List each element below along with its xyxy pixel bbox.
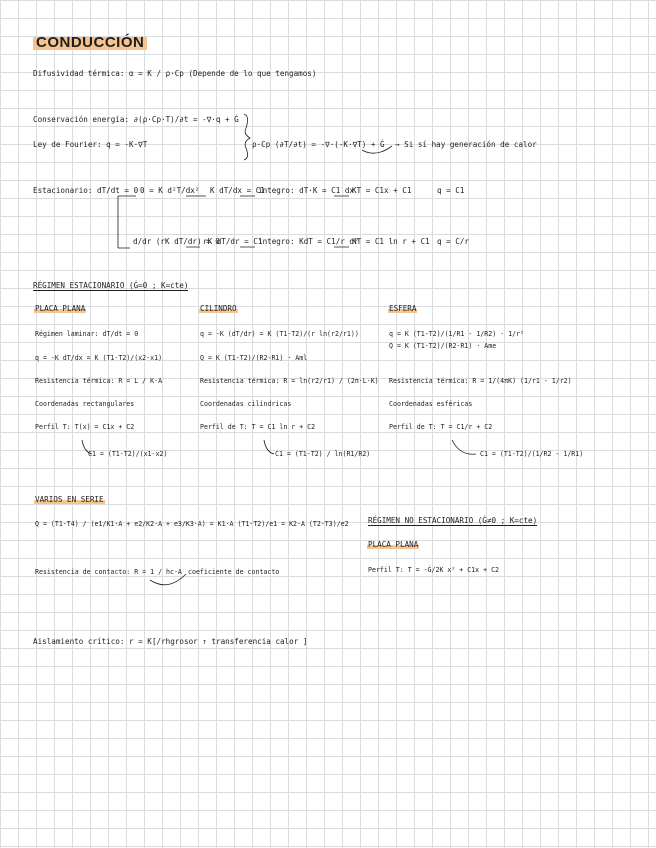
- estacionario-step-1b: K dT/dx = C1: [210, 186, 265, 195]
- placa-line-5: Perfil T: T(x) = C1x + C2: [35, 423, 135, 431]
- aislamiento-line: Aislamiento crítico: r = K / h: [33, 637, 171, 646]
- cilindro-heading: CILINDRO: [200, 304, 237, 313]
- aislamiento-note: [ r grosor ↑ transferencia calor ]: [152, 637, 308, 646]
- placa-line-4: Coordenadas rectangulares: [35, 400, 135, 408]
- cilindro-line-6: C1 = (T1-T2) / ln(R1/R2): [275, 450, 371, 458]
- esfera-line-2: Resistencia térmica: R = 1/(4πK) (1/r1 - 1/r2): [389, 377, 572, 385]
- cilindro-line-1: q = -K (dT/dr) = K (T1-T2)/(r ln(r2/r1)): [200, 330, 359, 338]
- conservacion-line: Conservación energía: ∂(ρ·Cp·T)/∂t = -∇·q + Ġ: [33, 115, 239, 124]
- estacionario-step-1e: q = C1: [437, 186, 465, 195]
- estacionario-step-2a: d/dr (rK dT/dr) = 0: [133, 237, 220, 246]
- esfera-line-3: Coordenadas esféricas: [389, 400, 473, 408]
- estacionario-line: Estacionario: dT/dt = 0: [33, 186, 139, 195]
- estacionario-step-2d: KT = C1 ln r + C1: [352, 237, 430, 246]
- difusividad-line: Difusividad térmica: α = K / ρ·Cp (Depende de lo que tengamos): [33, 69, 317, 78]
- estacionario-step-1a: 0 = K d²T/dx²: [140, 186, 200, 195]
- serie-equation: Q = (T1-T4) / (e1/K1·A + e2/K2·A + e3/K3·A) = K1·A (T1-T2)/e1 = K2·A (T2-T3)/e2: [35, 520, 349, 528]
- placa-line-6: C1 = (T1-T2)/(x1-x2): [88, 450, 168, 458]
- placa-line-1: Régimen laminar: dT/dt = 0: [35, 330, 139, 338]
- fourier-line: Ley de Fourier: q = -K·∇T: [33, 140, 148, 149]
- contacto-note: coeficiente de contacto: [188, 568, 280, 576]
- serie-heading: VARIOS EN SERIE: [35, 495, 104, 504]
- estacionario-step-1c: integro: dT·K = C1 dx: [258, 186, 355, 195]
- placa-line-3: Resistencia térmica: R = L / K·A: [35, 377, 163, 385]
- esfera-line-4: Perfil de T: T = C1/r + C2: [389, 423, 493, 431]
- contacto-line: Resistencia de contacto: R = 1 / hc·A: [35, 568, 182, 576]
- esfera-line-1: q = K (T1-T2)/(1/R1 - 1/R2) · 1/r²: [389, 330, 524, 338]
- no-estacionario-heading: RÉGIMEN NO ESTACIONARIO (Ġ≠0 ; K=cte): [368, 516, 538, 525]
- estacionario-step-2c: integro: KdT = C1/r dr: [258, 237, 359, 246]
- combined-equation: ρ·Cp (∂T/∂t) = -∇·(-K·∇T) + Ġ: [252, 140, 385, 149]
- placa-plana-heading: PLACA PLANA: [35, 304, 86, 313]
- esfera-line-5: C1 = (T1-T2)/(1/R2 - 1/R1): [480, 450, 584, 458]
- no-estacionario-subheading: PLACA PLANA: [368, 540, 419, 549]
- estacionario-step-2b: rK dT/dr = C1: [203, 237, 263, 246]
- placa-line-2: q = -K dT/dx = K (T1-T2)/(x2-x1): [35, 354, 163, 362]
- cilindro-line-2: Q = K (T1-T2)/(R2-R1) · Aml: [200, 354, 308, 362]
- estacionario-step-1d: KT = C1x + C1: [352, 186, 412, 195]
- no-estacionario-line: Perfil T: T = -Ġ/2K x² + C1x + C2: [368, 566, 500, 574]
- page-title: CONDUCCIÓN: [33, 34, 147, 51]
- esfera-line-1b: Q = K (T1-T2)/(R2-R1) · Ame: [389, 342, 497, 350]
- cilindro-line-4: Coordenadas cilíndricas: [200, 400, 292, 408]
- estacionario-step-2e: q = C/r: [437, 237, 470, 246]
- cilindro-line-3: Resistencia térmica: R = ln(r2/r1) / (2π·L·K): [200, 377, 379, 385]
- regimen-heading: RÉGIMEN ESTACIONARIO (Ġ=0 ; K=cte): [33, 281, 189, 290]
- combined-note: → Si sí hay generación de calor: [395, 140, 537, 149]
- esfera-heading: ESFERA: [389, 304, 417, 313]
- cilindro-line-5: Perfil de T: T = C1 ln r + C2: [200, 423, 316, 431]
